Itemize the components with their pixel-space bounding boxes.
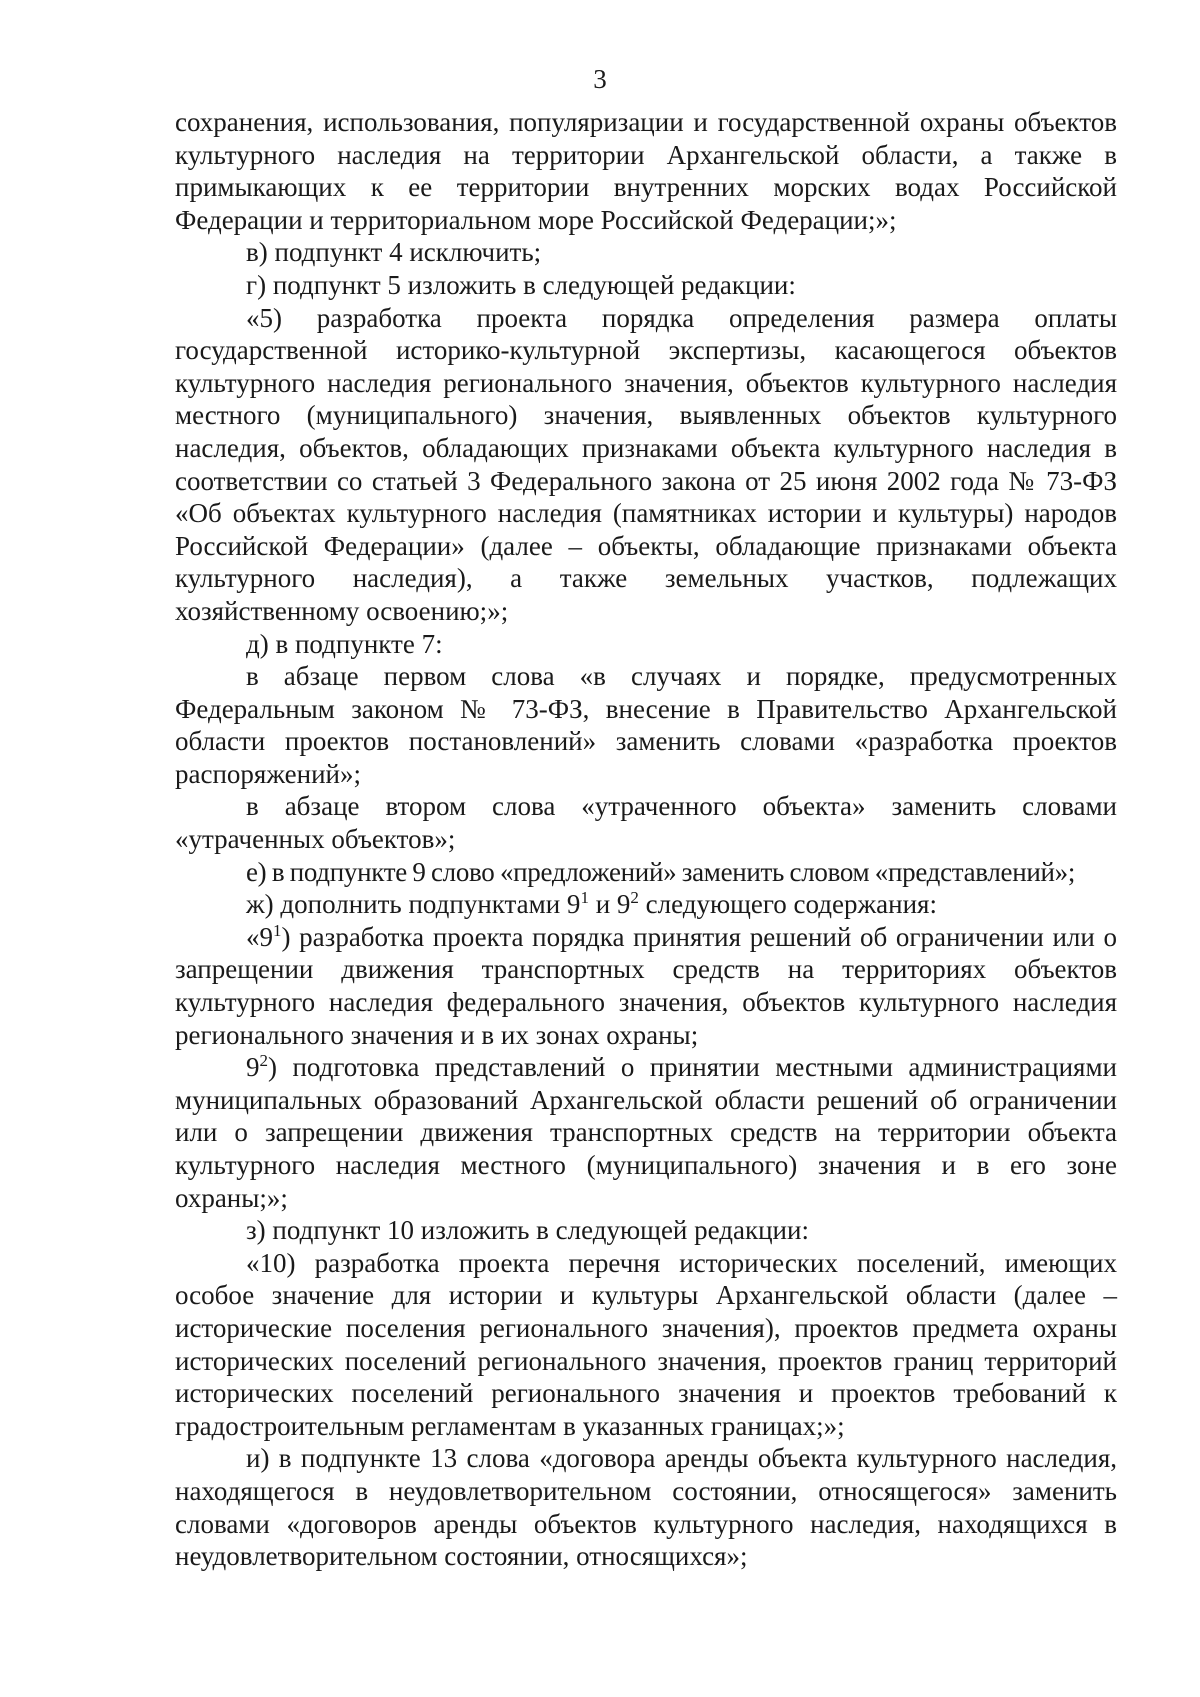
paragraph-item-10: «10) разработка проекта перечня исторических поселений, имеющих особое значение для истории и культуры Архангельской области (далее – исторические поселения регионального значения), проектов предмета охраны исторических поселений регионального значения, проектов границ территорий исторических поселений регионального значения и проектов требований к градостроительным регламентам в указанных границах;»;: [175, 1247, 1117, 1441]
paragraph-subitem-zh: [175, 888, 1117, 921]
superscript: 2: [630, 888, 639, 908]
paragraph-subitem-d: д) в подпункте 7:: [246, 628, 443, 659]
text-run: и 9: [588, 889, 631, 920]
text-run: следующего содержания:: [638, 889, 937, 920]
text-run: «9: [246, 921, 273, 952]
paragraph-second-abzac: в абзаце втором слова «утраченного объекта» заменить словами «утраченных объектов»;: [175, 791, 1117, 855]
paragraph-subitem-e: е) в подпункте 9 слово «предложений» заменить словом «представлений»;: [246, 856, 1076, 887]
paragraph-subitem-g: г) подпункт 5 изложить в следующей редакции:: [246, 269, 796, 300]
text-run: ) подготовка представлений о принятии местными администрациями муниципальных образований Архангельской области решений об ограничении или о запрещении движения транспортных средств на территории объекта культурного наследия местного (муниципального) значения и в его зоне охраны;»;: [175, 1052, 1117, 1213]
paragraph-item-5: «5) разработка проекта порядка определения размера оплаты государственной историко-культурной экспертизы, касающегося объектов культурного наследия регионального значения, объектов культурного наследия местного (муниципального) значения, выявленных объектов культурного наследия, объектов, обладающих признаками объекта культурного наследия в соответствии со статьей 3 Федерального закона от 25 июня 2002 года № 73-ФЗ «Об объектах культурного наследия (памятниках истории и культуры) народов Российской Федерации» (далее – объекты, обладающие признаками объекта культурного наследия), а также земельных участков, подлежащих хозяйственному освоению;»;: [175, 302, 1117, 626]
superscript: 1: [273, 920, 282, 940]
paragraph-subitem-z: з) подпункт 10 изложить в следующей редакции:: [246, 1215, 809, 1246]
paragraph-subitem-v: в) подпункт 4 исключить;: [246, 237, 542, 268]
text-run: ж) дополнить подпунктами 9: [246, 889, 581, 920]
superscript: 2: [259, 1051, 268, 1071]
paragraph-subitem-i: и) в подпункте 13 слова «договора аренды объекта культурного наследия, находящегося в неудовлетворительном состоянии, относящегося» заменить словами «договоров аренды объектов культурного наследия, находящихся в неудовлетворительном состоянии, относящихся»;: [175, 1443, 1117, 1572]
document-body: [175, 106, 1117, 1573]
page-number: 3: [593, 64, 607, 94]
text-run: ) разработка проекта порядка принятия решений об ограничении или о запрещении движения транспортных средств на территориях объектов культурного наследия федерального значения, объектов культурного наследия регионального значения и в их зонах охраны;: [175, 921, 1117, 1050]
paragraph-continuation: сохранения, использования, популяризации и государственной охраны объектов культурного наследия на территории Архангельской области, а также в примыкающих к ее территории внутренних морских водах Российской Федерации и территориальном море Российской Федерации;»;: [175, 107, 1117, 235]
paragraph-item-9-2: [175, 1051, 1117, 1214]
text-run: 9: [246, 1052, 260, 1083]
paragraph-item-9-1: [175, 921, 1117, 1051]
superscript: 1: [580, 888, 589, 908]
paragraph-first-abzac: в абзаце первом слова «в случаях и порядке, предусмотренных Федеральным законом № 73-ФЗ, внесение в Правительство Архангельской области проектов постановлений» заменить словами «разработка проектов распоряжений»;: [175, 661, 1117, 789]
